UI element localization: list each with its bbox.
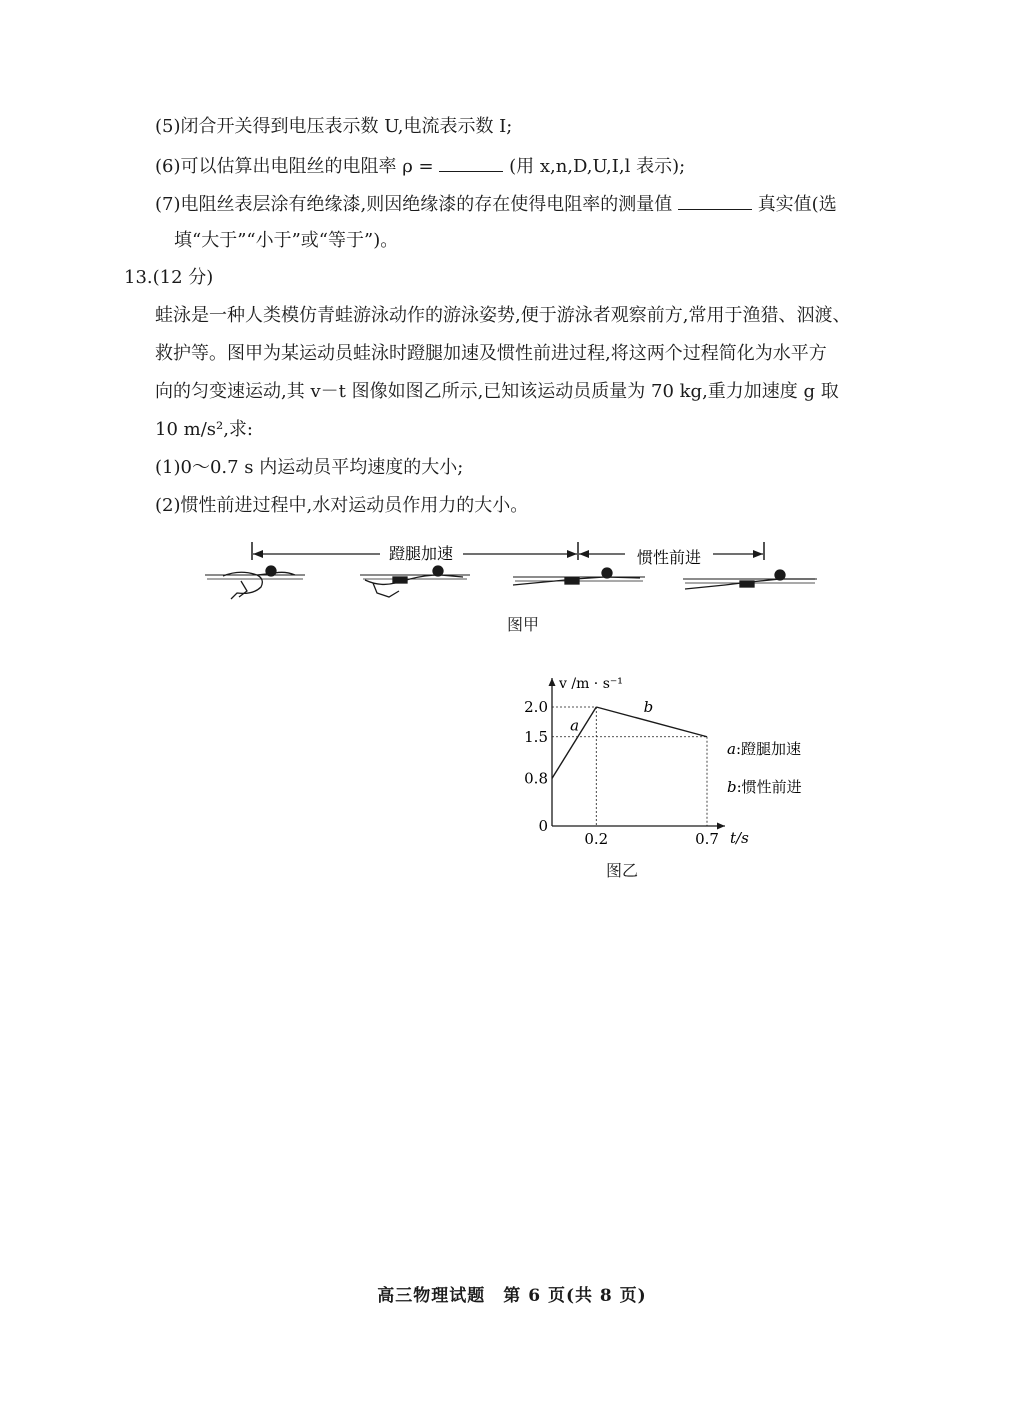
step-7-prefix: (7)电阻丝表层涂有绝缘漆,则因绝缘漆的存在使得电阻率的测量值 xyxy=(155,194,673,215)
swimmer-4-figure xyxy=(683,570,817,589)
swimmer-2-figure xyxy=(360,566,470,597)
y-tick-label: 1.5 xyxy=(524,727,548,746)
step-6 xyxy=(155,153,685,179)
answer-blank-resistivity[interactable] xyxy=(439,153,503,172)
question-13-sub-2: (2)惯性前进过程中,水对运动员作用力的大小。 xyxy=(155,495,529,516)
step-5: (5)闭合开关得到电压表示数 U,电流表示数 I; xyxy=(155,116,513,137)
step-7 xyxy=(155,191,837,217)
x-tick-label: 0.7 xyxy=(695,830,719,848)
y-axis-label: v /m · s⁻¹ xyxy=(559,676,623,692)
question-13-number: 13.(12 分) xyxy=(124,267,214,288)
x-axis-label: t/s xyxy=(730,829,749,847)
step-6-prefix: (6)可以估算出电阻丝的电阻率 ρ = xyxy=(155,156,434,177)
segment-b-label: b xyxy=(643,697,654,716)
swimmer-3-figure xyxy=(513,568,645,585)
figure-yi-caption: 图乙 xyxy=(606,861,639,880)
page-footer: 高三物理试题 第 6 页(共 8 页) xyxy=(377,1286,647,1306)
step-6-suffix: (用 x,n,D,U,I,l 表示); xyxy=(509,156,686,177)
figure-jia-caption: 图甲 xyxy=(507,615,540,634)
y-tick-label: 0.8 xyxy=(524,769,548,788)
label-glide: 惯性前进 xyxy=(636,548,702,567)
swimmer-1-figure xyxy=(205,566,305,599)
y-tick-label: 0 xyxy=(538,817,548,835)
question-13-sub-1: (1)0～0.7 s 内运动员平均速度的大小; xyxy=(155,457,464,478)
answer-blank-compare[interactable] xyxy=(678,191,752,210)
question-13-para-4: 10 m/s²,求: xyxy=(155,419,253,440)
label-kick: 蹬腿加速 xyxy=(388,544,454,563)
segment-a-label: a xyxy=(570,716,580,735)
question-13-para-2: 救护等。图甲为某运动员蛙泳时蹬腿加速及惯性前进过程,将这两个过程简化为水平方 xyxy=(155,343,827,364)
figure-jia xyxy=(195,535,835,610)
legend-entry: a:蹬腿加速 xyxy=(727,740,802,758)
legend-entry: b:惯性前进 xyxy=(727,778,802,796)
question-13-para-1: 蛙泳是一种人类模仿青蛙游泳动作的游泳姿势,便于游泳者观察前方,常用于渔猎、泅渡、 xyxy=(155,305,851,326)
x-tick-label: 0.2 xyxy=(584,830,609,848)
step-7-suffix: 真实值(选 xyxy=(757,194,837,215)
x-axis-arrow xyxy=(717,823,725,830)
y-axis-arrow xyxy=(549,678,556,686)
question-13-para-3: 向的匀变速运动,其 v－t 图像如图乙所示,已知该运动员质量为 70 kg,重力加速度 g 取 xyxy=(155,381,839,402)
vt-chart xyxy=(515,668,825,858)
step-7-continuation: 填“大于”“小于”或“等于”)。 xyxy=(174,230,399,251)
y-tick-label: 2.0 xyxy=(524,698,548,716)
